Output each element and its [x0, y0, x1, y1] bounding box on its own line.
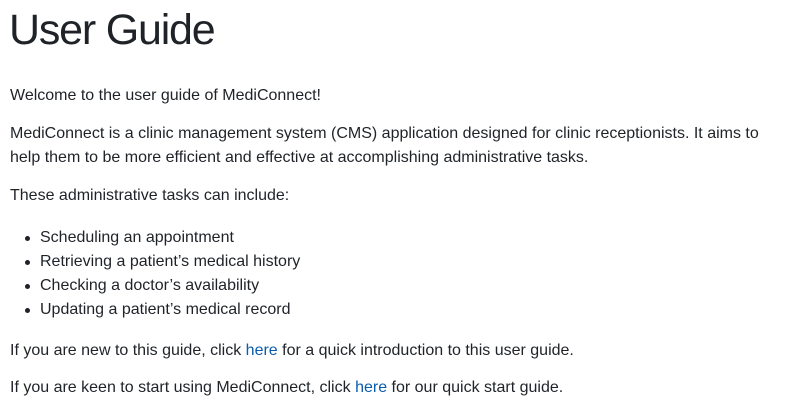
intro-line-1: MediConnect is a clinic management system (CMS) application designed for clinic receptionists. It aims to: [10, 125, 759, 142]
keen-user-text-after: for our quick start guide.: [387, 379, 564, 396]
list-item: Retrieving a patient’s medical history: [10, 250, 300, 274]
list-item: Scheduling an appointment: [10, 226, 300, 250]
intro-line-2: help them to be more efficient and effective at accomplishing administrative tasks.: [10, 149, 589, 166]
new-user-here-link[interactable]: here: [245, 342, 278, 359]
new-user-text-before: If you are new to this guide, click: [10, 342, 246, 359]
welcome-paragraph: Welcome to the user guide of MediConnect!: [10, 87, 321, 104]
intro-paragraph: [10, 122, 759, 170]
new-user-paragraph: [10, 339, 574, 363]
keen-user-text-before: If you are keen to start using MediConnect, click: [10, 379, 356, 396]
new-user-text-after: for a quick introduction to this user guide.: [277, 342, 574, 359]
list-item: Checking a doctor’s availability: [10, 274, 300, 298]
tasks-list: [10, 226, 300, 322]
page-title: User Guide: [9, 6, 215, 54]
tasks-intro-paragraph: These administrative tasks can include:: [10, 187, 290, 204]
keen-user-paragraph: [10, 376, 563, 400]
list-item: Updating a patient’s medical record: [10, 298, 300, 322]
quick-start-here-link[interactable]: here: [355, 379, 388, 396]
